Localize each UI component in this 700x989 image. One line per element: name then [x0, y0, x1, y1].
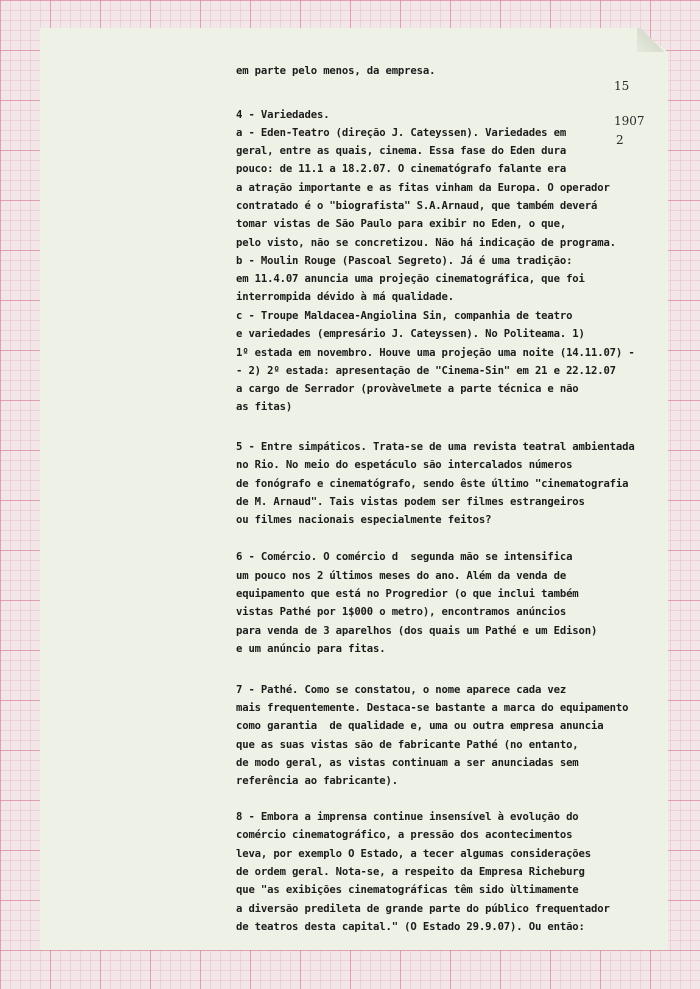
section-heading: 4 - Variedades.	[236, 109, 330, 121]
text-line: as fitas)	[236, 401, 293, 413]
text-line: de M. Arnaud". Tais vistas podem ser filmes estrangeiros	[236, 496, 585, 508]
text-line: como garantia de qualidade e, uma ou outra empresa anuncia	[236, 720, 604, 732]
text-line: comércio cinematográfico, a pressão dos acontecimentos	[236, 829, 573, 841]
sub-number: 2	[616, 133, 624, 147]
text-line: ou filmes nacionais especialmente feitos?	[236, 514, 492, 526]
text-line: 5 - Entre simpáticos. Trata-se de uma revista teatral ambientada	[236, 441, 635, 453]
text-line: 7 - Pathé. Como se constatou, o nome aparece cada vez	[236, 684, 567, 696]
text-line: c - Troupe Maldacea-Angiolina Sin, companhia de teatro	[236, 310, 573, 322]
text-line: de teatros desta capital." (O Estado 29.9.07). Ou então:	[236, 921, 585, 933]
text-line: vistas Pathé por 1$000 o metro), encontramos anúncios	[236, 606, 567, 618]
text-line: leva, por exemplo O Estado, a tecer algumas considerações	[236, 848, 591, 860]
text-line: 6 - Comércio. O comércio d segunda mão se intensifica	[236, 551, 573, 563]
text-line: 8 - Embora a imprensa continue insensível à evolução do	[236, 811, 579, 823]
text-line: e variedades (empresário J. Cateyssen). No Politeama. 1)	[236, 328, 585, 340]
text-line: interrompida dévido à má qualidade.	[236, 291, 454, 303]
folded-corner	[637, 28, 668, 52]
text-line: b - Moulin Rouge (Pascoal Segreto). Já é uma tradição:	[236, 255, 573, 267]
text-line: a diversão predileta de grande parte do público frequentador	[236, 903, 610, 915]
page-number: 15	[614, 79, 630, 93]
text-line: mais frequentemente. Destaca-se bastante a marca do equipamento	[236, 702, 629, 714]
text-line: que "as exibições cinematográficas têm sido ùltimamente	[236, 884, 579, 896]
text-line: pouco: de 11.1 a 18.2.07. O cinematógrafo falante era	[236, 163, 567, 175]
text-line: de fonógrafo e cinematógrafo, sendo êste último "cinematografia	[236, 478, 629, 490]
text-line: contratado é o "biografista" S.A.Arnaud, que também deverá	[236, 200, 598, 212]
text-line: de ordem geral. Nota-se, a respeito da Empresa Richeburg	[236, 866, 585, 878]
text-line: equipamento que está no Progredior (o que inclui também	[236, 588, 579, 600]
text-line: 1º estada em novembro. Houve uma projeção uma noite (14.11.07) -	[236, 347, 635, 359]
text-line: em parte pelo menos, da empresa.	[236, 65, 436, 77]
text-line: - 2) 2º estada: apresentação de "Cinema-Sin" em 21 e 22.12.07	[236, 365, 616, 377]
text-line: pelo visto, não se concretizou. Não há indicação de programa.	[236, 237, 616, 249]
text-line: e um anúncio para fitas.	[236, 643, 386, 655]
text-line: tomar vistas de São Paulo para exibir no Eden, o que,	[236, 218, 567, 230]
text-line: referência ao fabricante).	[236, 775, 398, 787]
year-note: 1907	[614, 114, 645, 128]
text-line: que as suas vistas são de fabricante Pathé (no entanto,	[236, 739, 579, 751]
text-line: a - Eden-Teatro (direção J. Cateyssen). Variedades em	[236, 127, 567, 139]
text-line: a cargo de Serrador (provàvelmete a parte técnica e não	[236, 383, 579, 395]
text-line: um pouco nos 2 últimos meses do ano. Além da venda de	[236, 570, 567, 582]
text-line: em 11.4.07 anuncia uma projeção cinematográfica, que foi	[236, 273, 585, 285]
text-line: de modo geral, as vistas continuam a ser anunciadas sem	[236, 757, 579, 769]
text-line: a atração importante e as fitas vinham da Europa. O operador	[236, 182, 610, 194]
text-line: para venda de 3 aparelhos (dos quais um Pathé e um Edison)	[236, 625, 598, 637]
text-line: no Rio. No meio do espetáculo são intercalados números	[236, 459, 573, 471]
text-line: geral, entre as quais, cinema. Essa fase do Eden dura	[236, 145, 567, 157]
